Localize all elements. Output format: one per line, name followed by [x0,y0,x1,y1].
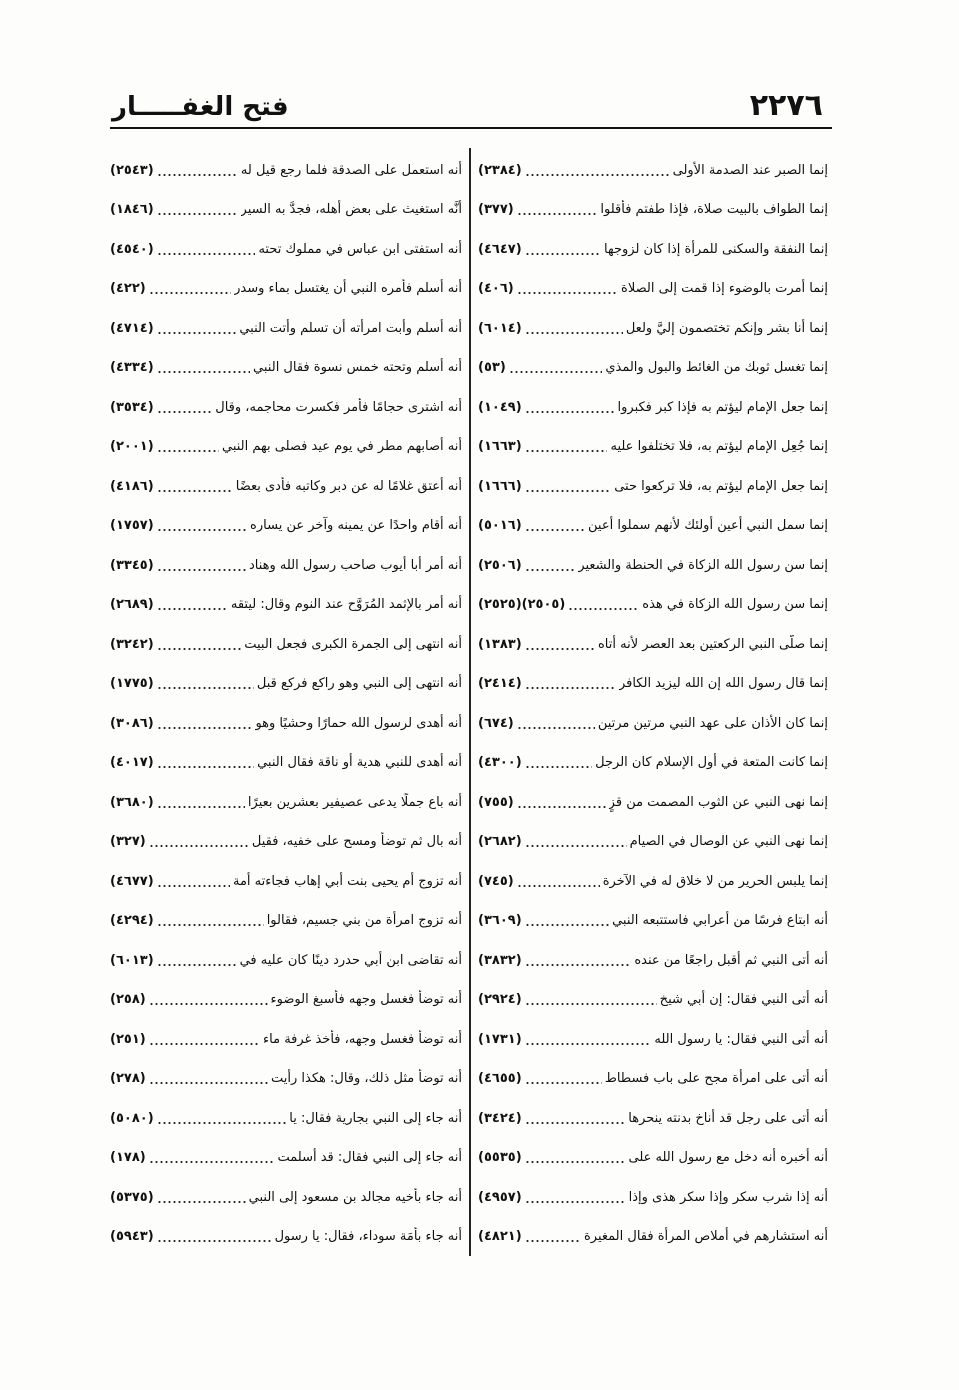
index-entry [478,823,828,863]
entry-ref-number: (٤٣٠٠) [478,755,522,771]
dot-leader [157,805,245,809]
entry-text: أنه انتهى إلى الجمرة الكبرى فجعل البيت [244,636,462,652]
dot-leader [525,1042,652,1046]
dot-leader [517,726,595,730]
entry-text: أنه استعمل على الصدقة فلما رجع قيل له [240,162,462,178]
entry-text: أنه بال ثم توضأ ومسح على خفيه، فقيل [251,834,462,850]
entry-text: أنه جاء بأَمَة سوداء، فقال: يا رسول [274,1229,462,1245]
dot-leader [525,1200,626,1204]
entry-ref-number: (٤٠١٧) [110,755,154,771]
index-entry [110,191,462,231]
entry-ref-number: (٣٠٨٦) [110,715,154,731]
entry-ref-number: (٢٦٨٢) [478,834,522,850]
entry-ref-number: (٣٢٧) [110,834,146,850]
index-entry [478,981,828,1021]
entry-text: أنه أسلم وأبت امرأته أن تسلم وأتت النبي [239,320,462,336]
entry-ref-number: (٤٨٢١) [478,1229,522,1245]
entry-ref-number: (١٣٨٣) [478,636,522,652]
dot-leader [157,173,238,177]
entry-text: إنما أُمرت بالوضوء إذا قمت إلى الصلاة [621,281,828,297]
dot-leader [525,1121,626,1125]
entry-ref-number: (١٨٤٦) [110,202,154,218]
dot-leader [157,1200,246,1204]
dot-leader [157,923,264,927]
index-entry [478,1099,828,1139]
index-entry [110,1139,462,1179]
dot-leader [525,647,595,651]
index-entry [110,467,462,507]
dot-leader [157,212,238,216]
entry-text: إنما جعل الإمام ليؤتم به فإذا كبر فكبروا [617,399,828,415]
entry-text: أنه أتى النبي فقال: إن أبي شيخ [659,992,828,1008]
entry-text: أنه أتى النبي فقال: يا رسول الله [654,1031,828,1047]
entry-ref-number: (٤٦٤٧) [478,241,522,257]
dot-leader [157,449,219,453]
index-entry [110,428,462,468]
entry-text: أنه إذا شرب سكر وإذا سكر هذى وإذا [628,1189,828,1205]
index-entry [110,230,462,270]
index-entry [478,783,828,823]
index-column [110,151,462,1257]
index-entry [110,625,462,665]
entry-ref-number: (٣٨٣٢) [478,952,522,968]
index-entry [478,1060,828,1100]
entry-ref-number: (٢٣٨٤) [478,162,522,178]
index-entry [478,388,828,428]
dot-leader [525,765,592,769]
dot-leader [157,252,256,256]
dot-leader [157,726,253,730]
entry-text: إنما سمل النبي أعين أولئك لأنهم سملوا أعين [588,518,828,534]
entry-text: أنه توضأ فغسل وجهه فأسبغ الوضوء [270,992,462,1008]
entry-ref-number: (١٠٤٩) [478,399,522,415]
index-entry [478,546,828,586]
entry-ref-number: (٤٧١٤) [110,320,154,336]
dot-leader [525,252,601,256]
dot-leader [157,765,254,769]
index-entry [110,981,462,1021]
index-entry [110,349,462,389]
index-entry [110,507,462,547]
entry-text: أنه تزوج امرأة من بني جسيم، فقالوا [266,913,462,929]
index-entry [110,586,462,626]
dot-leader [525,1002,657,1006]
entry-ref-number: (٣٧٧) [478,202,514,218]
entry-text: أنه أصابهم مطر في يوم عيد فصلى بهم النبي [221,439,462,455]
entry-text: إنما قال رسول الله إن الله ليزيد الكافر [618,676,828,692]
dot-leader [157,1121,287,1125]
entry-ref-number: (٢٧٨) [110,1071,146,1087]
dot-leader [149,844,249,848]
entry-ref-number: (٤٣٣٤) [110,360,154,376]
entry-text: أنه أهدى للنبي هدية أو ناقة فقال النبي [257,755,462,771]
entry-ref-number: (٤٢٢) [110,281,146,297]
entry-ref-number: (٢٥٤٣) [110,162,154,178]
entry-ref-number: (٣٦٨٠) [110,794,154,810]
dot-leader [157,528,247,532]
entry-ref-number: (٤٠٦) [478,281,514,297]
index-entry [110,1060,462,1100]
entry-text: أنه أمر بالإثمد المُرَوَّح عند النوم وقال: ليتقه [230,597,462,613]
dot-leader [525,528,585,532]
dot-leader [525,449,608,453]
index-entry [478,586,828,626]
index-entry [478,1020,828,1060]
entry-text: أنه أقام واحدًا عن يمينه وآخر عن يساره [250,518,462,534]
entry-ref-number: (٢٩٢٤) [478,992,522,1008]
entry-ref-number: (٢٥١) [110,1031,146,1047]
index-entry [478,467,828,507]
dot-leader [509,370,603,374]
entry-text: إنما النفقة والسكنى للمرأة إذا كان لزوجها [604,241,828,257]
entry-text: إنما سن رسول الله الزكاة في هذه [642,597,828,613]
entry-ref-number: (٦٠١٤) [478,320,522,336]
entry-text: أنه توضأ فغسل وجهه، فأخذ غرفة ماء [263,1031,462,1047]
index-entry [110,388,462,428]
entry-ref-number: (٧٥٥) [478,794,514,810]
dot-leader [525,844,627,848]
entry-ref-number: (٤١٨٦) [110,478,154,494]
dot-leader [525,1081,602,1085]
index-entry [478,349,828,389]
index-entry [110,1218,462,1258]
index-entry [478,309,828,349]
dot-leader [568,607,639,611]
dot-leader [157,489,233,493]
entry-ref-number: (٢٠٠١) [110,439,154,455]
entry-ref-number: (٥٣) [478,360,506,376]
entry-text: إنما تغسل ثوبك من الغائط والبول والمذي [605,360,828,376]
entry-text: أنه توضأ مثل ذلك، وقال: هكذا رأيت [271,1071,462,1087]
entry-ref-number: (٥٣٧٥) [110,1189,154,1205]
index-entry [478,507,828,547]
dot-leader [157,963,237,967]
dot-leader [157,647,242,651]
entry-text: أنه جاء إلى النبي بجارية فقال: يا [289,1110,462,1126]
index-entry [478,1178,828,1218]
entry-text: أنه انتهى إلى النبي وهو راكع فركع قبل [256,676,462,692]
book-title: فتح الغفـــــار [112,92,289,122]
header-rule [110,127,832,129]
index-entry [110,1020,462,1060]
entry-ref-number: (٤٦٥٥) [478,1071,522,1087]
entry-text: أنه أتى النبي ثم أقبل راجعًا من عنده [634,952,828,968]
entry-text: إنما نهى النبي عن الوصال في الصيام [629,834,828,850]
index-entry [478,1139,828,1179]
dot-leader [157,884,230,888]
dot-leader [149,1042,260,1046]
entry-ref-number: (٢٥٠٥)(٢٥٢٥) [478,597,566,613]
entry-ref-number: (٢٥٠٦) [478,557,522,573]
dot-leader [517,212,598,216]
entry-ref-number: (٣٦٠٩) [478,913,522,929]
dot-leader [525,568,576,572]
entry-text: أنه جاء بأخيه مجالد بن مسعود إلى النبي [248,1189,462,1205]
entry-text: أنه اشترى حجامًا فأمر فكسرت محاجمه، وقال [215,399,462,415]
entry-text: إنما الصبر عند الصدمة الأولى [672,162,828,178]
entry-text: أنه ابتاع فرسًا من أعرابي فاستتبعه النبي [612,913,828,929]
dot-leader [525,1239,581,1243]
dot-leader [517,291,618,295]
entry-ref-number: (٤٥٤٠) [110,241,154,257]
entry-text: أنه أمر أبا أيوب صاحب رسول الله وهناد [248,557,462,573]
entry-ref-number: (٧٤٥) [478,873,514,889]
entry-ref-number: (٣٢٤٢) [110,636,154,652]
index-entry [478,744,828,784]
index-entry [478,428,828,468]
entry-ref-number: (٤٢٩٤) [110,913,154,929]
entry-text: أنه تقاضى ابن أبي حدرد دينًا كان عليه في [239,952,462,968]
entry-text: إنما سن رسول الله الزكاة في الحنطة والشعير [578,557,828,573]
index-entry [478,665,828,705]
dot-leader [525,331,623,335]
dot-leader [157,607,228,611]
entry-ref-number: (١٧٨) [110,1150,146,1166]
index-entry [478,941,828,981]
entry-text: أنه استشارهم في أملاص المرأة فقال المغيرة [583,1229,828,1245]
entry-ref-number: (٢٤١٤) [478,676,522,692]
index-entry [110,941,462,981]
entry-text: إنما كان الأذان على عهد النبي مرتين مرتين [597,715,828,731]
entry-text: إنما صلَّى النبي الركعتين بعد العصر لأنه أتاه [597,636,828,652]
page-number: ٢٢٧٦ [749,88,823,123]
entry-text: إنما يلبس الحرير من لا خلاق له في الآخرة [602,873,828,889]
entry-ref-number: (٥٠١٦) [478,518,522,534]
dot-leader [149,1002,268,1006]
entry-text: أنه استفتى ابن عباس في مملوك تحته [258,241,462,257]
entry-ref-number: (٣٤٢٤) [478,1110,522,1126]
dot-leader [525,1160,626,1164]
dot-leader [157,370,250,374]
entry-text: إنما كانت المتعة في أول الإسلام كان الرجل [595,755,828,771]
entry-ref-number: (٥٠٨٠) [110,1110,154,1126]
entry-text: إنما الطواف بالبيت صلاة، فإذا طفتم فأقلوا [600,202,828,218]
entry-text: أنه أخبره أنه دخل مع رسول الله على [628,1150,828,1166]
index-entry [478,191,828,231]
index-entry [478,1218,828,1258]
index-entry [110,783,462,823]
entry-text: إنما جعل الإمام ليؤتم به، فلا تركعوا حتى [614,478,828,494]
entry-ref-number: (٥٥٣٥) [478,1150,522,1166]
dot-leader [149,1160,275,1164]
index-entry [110,665,462,705]
entry-ref-number: (٥٩٤٣) [110,1229,154,1245]
index-entry [110,151,462,191]
dot-leader [157,410,213,414]
entry-text: أنه أسلم فأمره النبي أن يغتسل بماء وسدر [234,281,462,297]
entry-ref-number: (١٦٦٣) [478,439,522,455]
index-entry [110,744,462,784]
entry-ref-number: (٦٠١٣) [110,952,154,968]
index-entry [110,1178,462,1218]
index-entry [110,270,462,310]
dot-leader [157,1239,272,1243]
entry-text: أنه أتى على امرأة مجح على باب فسطاط [604,1071,828,1087]
dot-leader [525,963,632,967]
index-entry [110,309,462,349]
dot-leader [525,489,612,493]
index-entry [478,270,828,310]
dot-leader [157,686,254,690]
dot-leader [517,805,606,809]
index-entry [478,151,828,191]
index-entry [478,230,828,270]
index-entry [110,704,462,744]
column-divider [469,148,471,1256]
entry-text: أنه أهدى لرسول الله حمارًا وحشيًا وهو [255,715,462,731]
dot-leader [525,686,616,690]
dot-leader [157,331,237,335]
entry-ref-number: (١٧٧٥) [110,676,154,692]
entry-text: إنما نهى النبي عن الثوب المصمت من قزٍ [608,794,828,810]
entry-ref-number: (١٧٥٧) [110,518,154,534]
entry-ref-number: (٣٥٣٤) [110,399,154,415]
entry-ref-number: (١٦٦٦) [478,478,522,494]
dot-leader [517,884,600,888]
entry-text: أنه تزوج أم يحيى بنت أبي إهاب فجاءته أمة [233,873,462,889]
index-column [478,151,828,1257]
entry-text: أنه أسلم وتحته خمس نسوة فقال النبي [253,360,462,376]
entry-ref-number: (١٧٣١) [478,1031,522,1047]
index-entry [478,625,828,665]
dot-leader [149,1081,268,1085]
entry-text: أنه أتى على رجل قد أناخ بدنته ينحرها [628,1110,828,1126]
entry-text: إنما أنا بشر وإنكم تختصمون إليَّ ولعل [625,320,828,336]
entry-ref-number: (٤٩٥٧) [478,1189,522,1205]
index-entry [110,823,462,863]
entry-text: أنه أعتق غلامًا له عن دبر وكاتبه فأدى بعضًا [235,478,462,494]
dot-leader [525,173,670,177]
index-entry [110,902,462,942]
index-entry [478,902,828,942]
index-entry [478,862,828,902]
index-entry [110,862,462,902]
entry-ref-number: (٢٦٨٩) [110,597,154,613]
index-entry [110,546,462,586]
entry-ref-number: (٣٣٤٥) [110,557,154,573]
entry-ref-number: (٦٧٤) [478,715,514,731]
entry-ref-number: (٢٥٨) [110,992,146,1008]
entry-text: إنما جُعِل الإمام ليؤتم به، فلا تختلفوا عليه [610,439,828,455]
dot-leader [149,291,231,295]
dot-leader [157,568,246,572]
entry-text: أنه باع جملًا يدعى عصيفير بعشرين بعيرًا [247,794,462,810]
entry-text: أنه جاء إلى النبي فقال: قد أسلمت [277,1150,462,1166]
index-entry [110,1099,462,1139]
index-entry [478,704,828,744]
entry-ref-number: (٤٦٧٧) [110,873,154,889]
dot-leader [525,410,615,414]
entry-text: أنَّه استغيث على بعض أهله، فجدَّ به السير [240,202,462,218]
dot-leader [525,923,609,927]
